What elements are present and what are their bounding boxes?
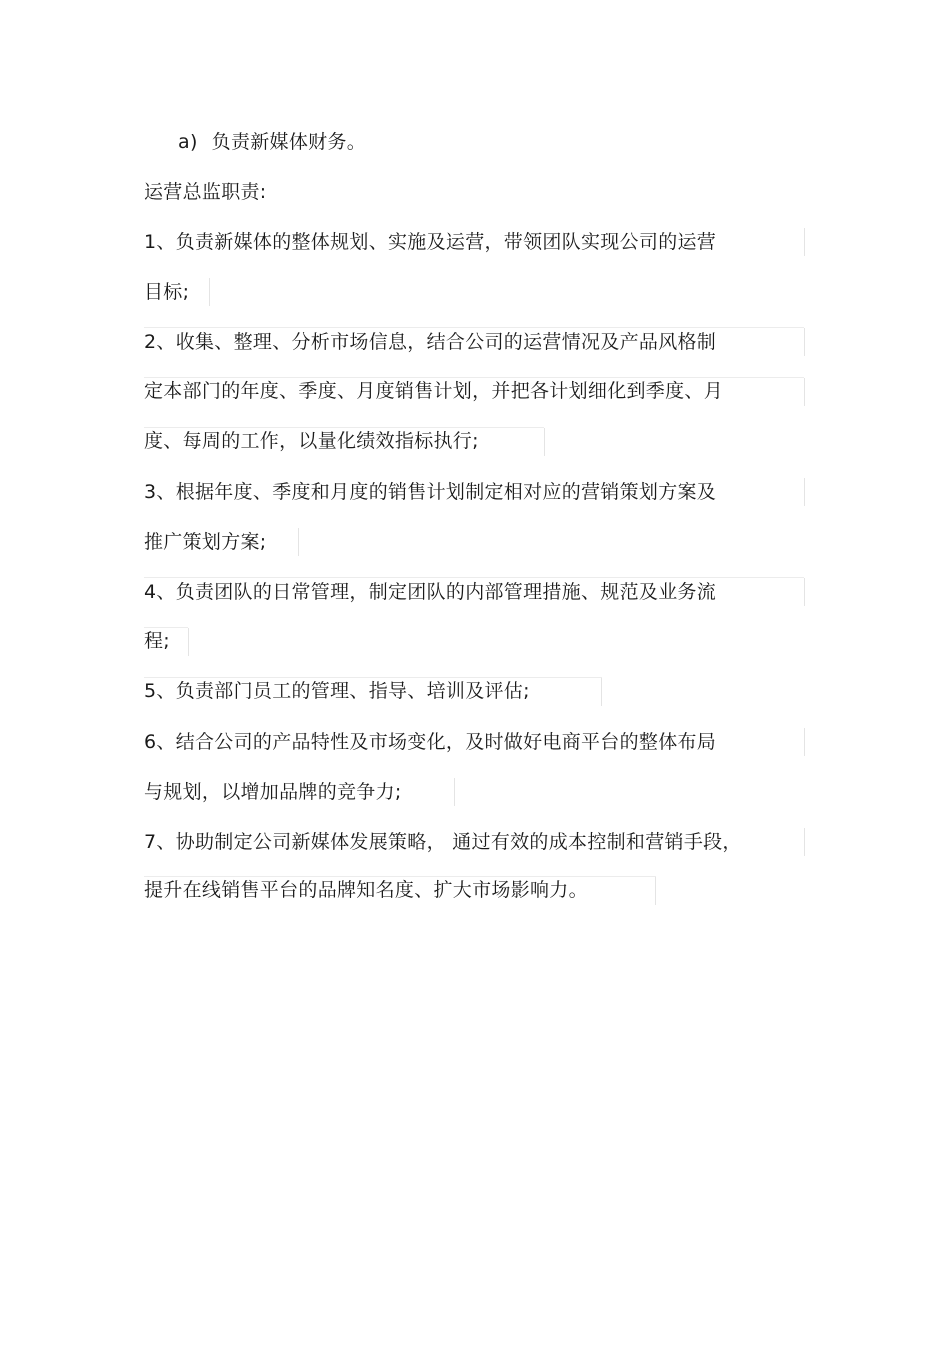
duty-line-5: 5、负责部门员工的管理、指导、培训及评估; — [144, 680, 530, 702]
text-box-edge — [804, 578, 805, 606]
duty-line-6: 6、结合公司的产品特性及市场变化，及时做好电商平台的整体布局 — [144, 731, 717, 753]
duty-line-4-cont: 程; — [144, 630, 171, 652]
duty-line-4: 4、负责团队的日常管理，制定团队的内部管理措施、规范及业务流 — [144, 581, 717, 603]
duty-line-6-cont: 与规划，以增加品牌的竞争力; — [144, 781, 402, 803]
text-box-edge — [188, 628, 189, 656]
sub-item-a — [178, 129, 366, 155]
text-box-edge — [454, 778, 455, 806]
duty-line-7-cont: 提升在线销售平台的品牌知名度、扩大市场影响力。 — [144, 879, 588, 901]
text-box-edge — [144, 677, 602, 678]
text-box-edge — [144, 377, 804, 378]
text-box-edge — [144, 327, 804, 328]
text-box-edge — [804, 478, 805, 506]
text-box-edge — [804, 828, 805, 856]
text-box-edge — [144, 577, 804, 578]
text-box-edge — [144, 876, 656, 877]
text-box-edge — [655, 877, 656, 905]
duty-line-7: 7、协助制定公司新媒体发展策略， 通过有效的成本控制和营销手段， — [144, 831, 742, 853]
duty-line-2-cont-a: 定本部门的年度、季度、月度销售计划，并把各计划细化到季度、月 — [144, 380, 724, 402]
duty-line-1-cont: 目标; — [144, 281, 190, 303]
duty-line-3-cont: 推广策划方案; — [144, 531, 267, 553]
text-box-edge — [804, 328, 805, 356]
duty-line-3: 3、根据年度、季度和月度的销售计划制定相对应的营销策划方案及 — [144, 481, 717, 503]
sub-item-marker: a) — [178, 131, 198, 153]
sub-item-text: 负责新媒体财务。 — [211, 131, 367, 153]
text-box-edge — [144, 627, 188, 628]
section-heading: 运营总监职责: — [144, 181, 267, 203]
text-box-edge — [804, 378, 805, 406]
text-box-edge — [209, 278, 210, 306]
text-box-edge — [544, 428, 545, 456]
text-box-edge — [298, 528, 299, 556]
text-box-edge — [804, 728, 805, 756]
text-box-edge — [601, 678, 602, 706]
text-box-edge — [804, 228, 805, 256]
text-box-edge — [144, 427, 544, 428]
duty-line-1: 1、负责新媒体的整体规划、实施及运营，带领团队实现公司的运营 — [144, 231, 717, 253]
duty-line-2-cont-b: 度、每周的工作，以量化绩效指标执行; — [144, 430, 479, 452]
duty-line-2: 2、收集、整理、分析市场信息，结合公司的运营情况及产品风格制 — [144, 331, 717, 353]
